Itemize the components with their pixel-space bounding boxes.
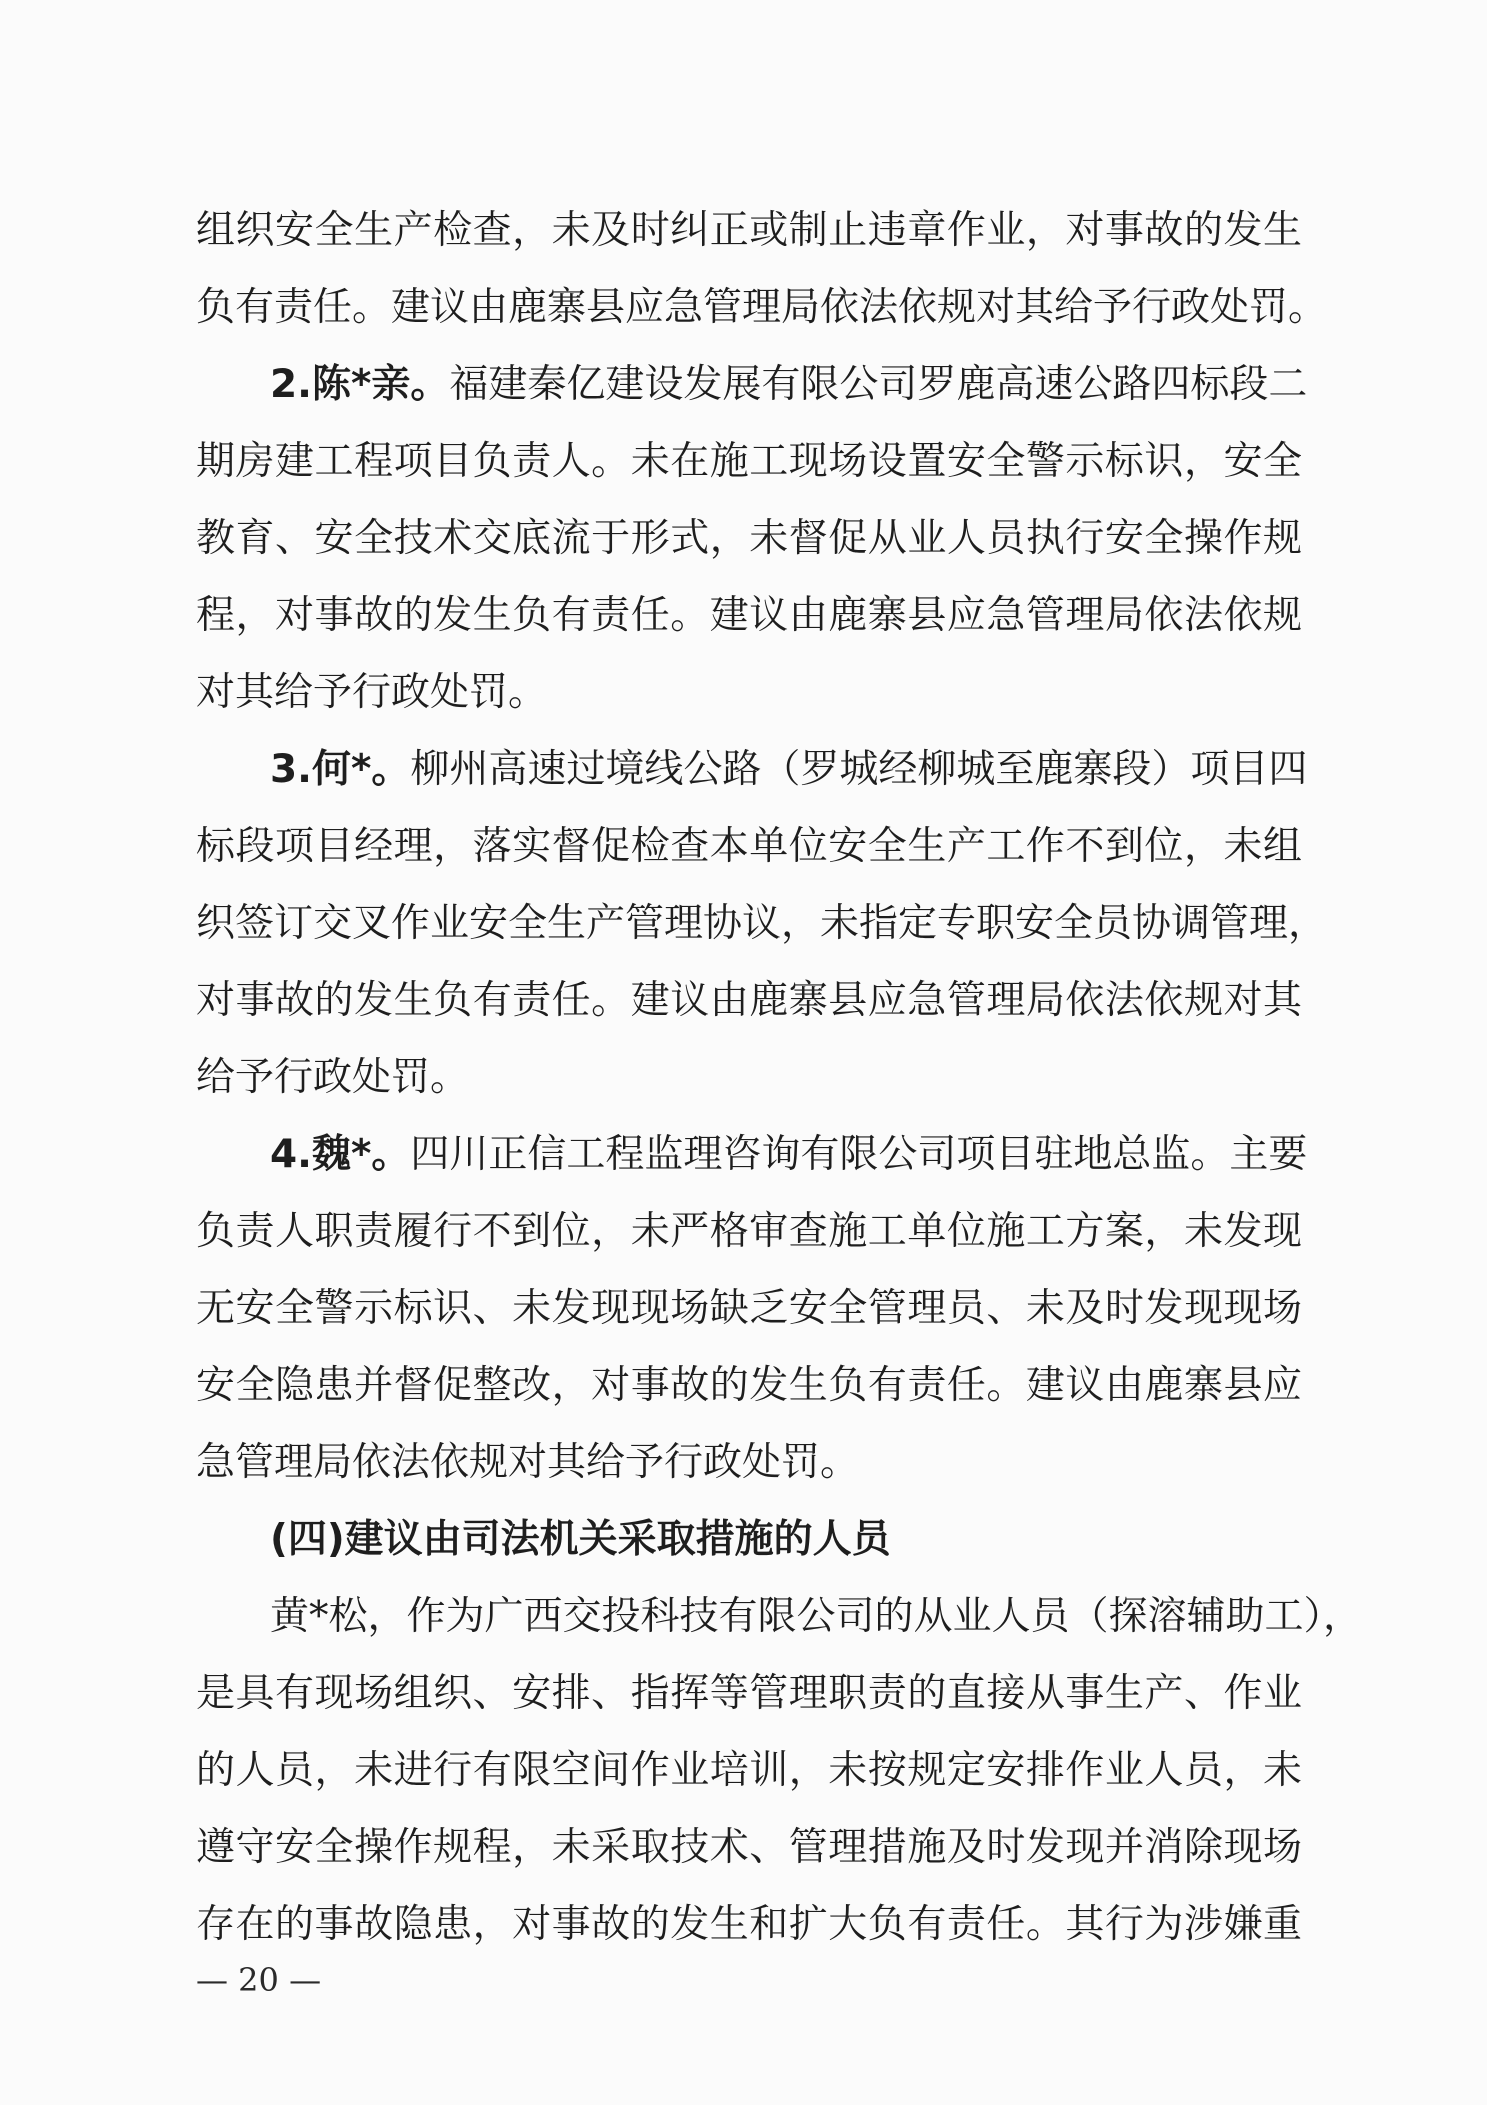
text-line: 对事故的发生负有责任。建议由鹿寨县应急管理局依法依规对其 (196, 978, 1302, 1023)
text-line: 期房建工程项目负责人。未在施工现场设置安全警示标识，安全 (196, 439, 1302, 484)
text-line: 对其给予行政处罚。 (196, 670, 548, 715)
section-heading: (四)建议由司法机关采取措施的人员 (270, 1517, 891, 1562)
text-line: 存在的事故隐患，对事故的发生和扩大负有责任。其行为涉嫌重 (196, 1902, 1302, 1947)
text-line: 给予行政处罚。 (196, 1055, 470, 1100)
paragraph-3-first-line (270, 745, 1308, 795)
text-line: 程，对事故的发生负有责任。建议由鹿寨县应急管理局依法依规 (196, 593, 1302, 638)
paragraph-2-first-line (270, 360, 1308, 410)
text-line: 遵守安全操作规程，未采取技术、管理措施及时发现并消除现场 (196, 1825, 1302, 1870)
text-line: 标段项目经理，落实督促检查本单位安全生产工作不到位，未组 (196, 824, 1302, 869)
text-span: 福建秦亿建设发展有限公司罗鹿高速公路四标段二 (449, 362, 1308, 407)
item-label: 4.魏*。 (270, 1132, 411, 1177)
text-line: 织签订交叉作业安全生产管理协议，未指定专职安全员协调管理， (196, 901, 1328, 946)
item-label: 3.何*。 (270, 747, 411, 792)
page-number: — 20 — (196, 1961, 322, 1999)
text-line: 是具有现场组织、安排、指挥等管理职责的直接从事生产、作业 (196, 1671, 1302, 1716)
text-span: 柳州高速过境线公路（罗城经柳城至鹿寨段）项目四 (410, 747, 1308, 792)
item-label: 2.陈*亲。 (270, 362, 450, 407)
text-line: 教育、安全技术交底流于形式，未督促从业人员执行安全操作规 (196, 516, 1302, 561)
text-span: 四川正信工程监理咨询有限公司项目驻地总监。主要 (410, 1132, 1308, 1177)
text-line: 的人员，未进行有限空间作业培训，未按规定安排作业人员，未 (196, 1748, 1302, 1793)
paragraph-4-first-line (270, 1130, 1308, 1180)
text-line: 安全隐患并督促整改，对事故的发生负有责任。建议由鹿寨县应 (196, 1363, 1302, 1408)
text-line: 负责人职责履行不到位，未严格审查施工单位施工方案，未发现 (196, 1209, 1302, 1254)
text-line: 组织安全生产检查，未及时纠正或制止违章作业，对事故的发生 (196, 208, 1302, 253)
text-line: 急管理局依法依规对其给予行政处罚。 (196, 1440, 860, 1485)
text-line: 无安全警示标识、未发现现场缺乏安全管理员、未及时发现现场 (196, 1286, 1302, 1331)
text-line: 负有责任。建议由鹿寨县应急管理局依法依规对其给予行政处罚。 (196, 285, 1328, 330)
text-line: 黄*松，作为广西交投科技有限公司的从业人员（探溶辅助工）， (270, 1594, 1363, 1639)
